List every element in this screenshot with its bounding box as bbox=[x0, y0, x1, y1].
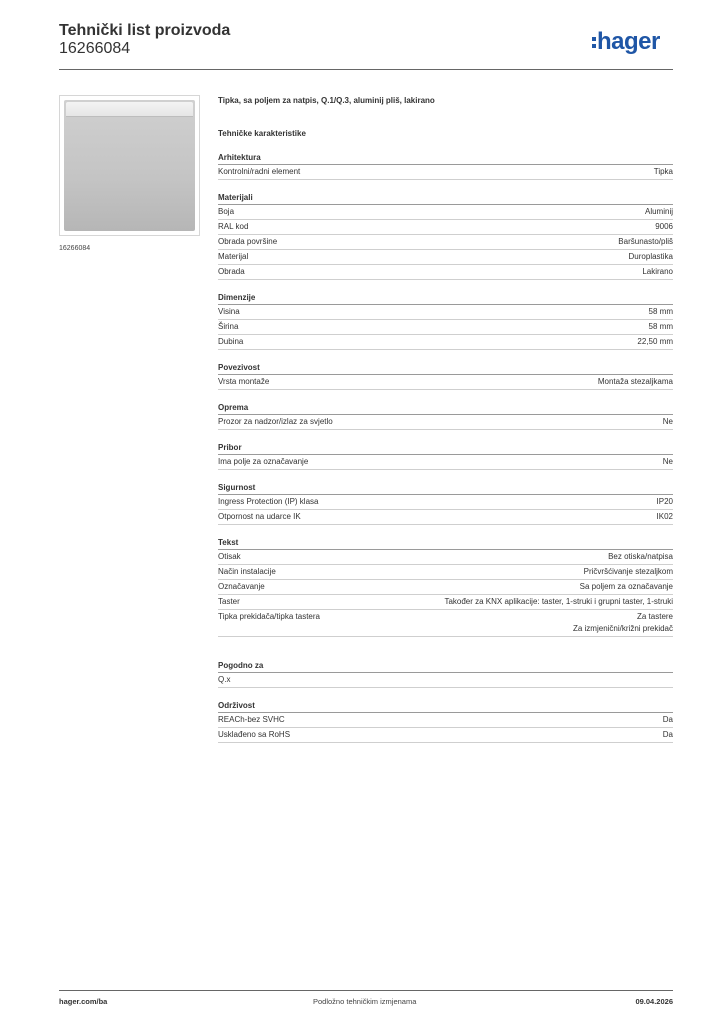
push-button-plate-icon bbox=[64, 100, 195, 231]
spec-value-line: Za tastere bbox=[636, 612, 673, 621]
spec-value bbox=[657, 511, 673, 523]
product-image bbox=[59, 95, 200, 236]
spec-label: Obrada bbox=[218, 267, 245, 276]
spec-value bbox=[655, 221, 673, 233]
product-number: 16266084 bbox=[59, 40, 131, 57]
spec-row bbox=[218, 455, 673, 470]
logo-text: hager bbox=[597, 28, 660, 55]
spec-label: Otisak bbox=[218, 552, 241, 561]
spec-value-line: IK02 bbox=[656, 512, 673, 521]
label-field bbox=[66, 102, 193, 117]
spec-value-line: Tipka bbox=[653, 167, 673, 176]
group-title: Materijali bbox=[218, 192, 673, 205]
spec-label: Ingress Protection (IP) klasa bbox=[218, 497, 319, 506]
spec-value-line: 58 mm bbox=[648, 307, 673, 316]
spec-row bbox=[218, 673, 673, 688]
spec-value-line: Duroplastika bbox=[628, 252, 673, 261]
spec-label: Visina bbox=[218, 307, 240, 316]
spec-value bbox=[598, 376, 673, 388]
spec-label: Ima polje za označavanje bbox=[218, 457, 309, 466]
spec-label: REACh-bez SVHC bbox=[218, 715, 285, 724]
spec-value-line: Također za KNX aplikacije: taster, 1-struki i grupni taster, 1-struki bbox=[444, 597, 673, 606]
spec-label: Dubina bbox=[218, 337, 244, 346]
footer-divider bbox=[59, 990, 673, 991]
spec-row bbox=[218, 235, 673, 250]
spec-row bbox=[218, 713, 673, 728]
spec-row bbox=[218, 265, 673, 280]
spec-row bbox=[218, 320, 673, 335]
image-caption: 16266084 bbox=[59, 245, 91, 252]
spec-row bbox=[218, 415, 673, 430]
spec-value-line: Da bbox=[662, 715, 673, 724]
spec-label: Vrsta montaže bbox=[218, 377, 270, 386]
spec-value-line: Aluminij bbox=[644, 207, 673, 216]
spec-row bbox=[218, 220, 673, 235]
spec-row bbox=[218, 580, 673, 595]
spec-label: Širina bbox=[218, 322, 239, 331]
group-title: Arhitektura bbox=[218, 152, 673, 165]
spec-value-line: Da bbox=[662, 730, 673, 739]
spec-group bbox=[218, 192, 673, 280]
spec-row bbox=[218, 595, 673, 610]
spec-value bbox=[649, 321, 673, 333]
group-title: Tekst bbox=[218, 537, 673, 550]
spec-label: Usklađeno sa RoHS bbox=[218, 730, 291, 739]
spec-group bbox=[218, 537, 673, 637]
spec-row bbox=[218, 565, 673, 580]
footer-website: hager.com/ba bbox=[59, 997, 108, 1006]
spec-value bbox=[573, 611, 673, 635]
spec-label: Način instalacije bbox=[218, 567, 276, 576]
spec-label: Kontrolni/radni element bbox=[218, 167, 301, 176]
spec-value-line: Lakirano bbox=[642, 267, 673, 276]
spec-label: Tipka prekidača/tipka tastera bbox=[218, 612, 320, 621]
spec-row bbox=[218, 335, 673, 350]
group-title: Povezivost bbox=[218, 362, 673, 375]
group-title: Sigurnost bbox=[218, 482, 673, 495]
spec-value-line: Pričvršćivanje stezaljkom bbox=[583, 567, 673, 576]
group-title: Održivost bbox=[218, 700, 673, 713]
spec-value-line: Za izmjenični/križni prekidač bbox=[572, 624, 673, 633]
spec-value-line: Ne bbox=[662, 457, 673, 466]
spec-row bbox=[218, 305, 673, 320]
spec-value-line: IP20 bbox=[656, 497, 673, 506]
group-title: Pogodno za bbox=[218, 660, 673, 673]
spec-content bbox=[218, 95, 673, 743]
spec-row bbox=[218, 165, 673, 180]
spec-value bbox=[637, 336, 673, 348]
spec-group bbox=[218, 152, 673, 180]
spec-value bbox=[663, 729, 673, 741]
spec-row bbox=[218, 510, 673, 525]
group-title: Dimenzije bbox=[218, 292, 673, 305]
spec-value bbox=[629, 251, 673, 263]
spec-label: Obrada površine bbox=[218, 237, 278, 246]
spec-value bbox=[663, 416, 673, 428]
group-title: Pribor bbox=[218, 442, 673, 455]
spec-row bbox=[218, 550, 673, 565]
spec-value bbox=[663, 456, 673, 468]
document-title: Tehnički list proizvoda bbox=[59, 22, 231, 39]
spec-label: Taster bbox=[218, 597, 240, 606]
spec-value-line: Montaža stezaljkama bbox=[597, 377, 673, 386]
spec-groups bbox=[218, 152, 673, 743]
group-title: Oprema bbox=[218, 402, 673, 415]
spec-label: RAL kod bbox=[218, 222, 249, 231]
spec-value bbox=[649, 306, 673, 318]
spec-value bbox=[444, 596, 673, 608]
footer-date: 09.04.2026 bbox=[635, 997, 673, 1006]
spec-value-line: Baršunasto/pliš bbox=[618, 237, 673, 246]
spec-group bbox=[218, 442, 673, 470]
spec-group bbox=[218, 700, 673, 743]
hager-dots-icon bbox=[592, 35, 596, 49]
spec-label: Boja bbox=[218, 207, 235, 216]
spec-value bbox=[642, 266, 673, 278]
spec-value-line: Sa poljem za označavanje bbox=[579, 582, 673, 591]
spec-value-line: Ne bbox=[662, 417, 673, 426]
spec-label: Označavanje bbox=[218, 582, 265, 591]
product-description: Tipka, sa poljem za natpis, Q.1/Q.3, aluminij pliš, lakirano bbox=[218, 96, 435, 105]
hager-logo bbox=[592, 28, 660, 56]
spec-group bbox=[218, 660, 673, 688]
spec-row bbox=[218, 610, 673, 637]
spec-label: Materijal bbox=[218, 252, 249, 261]
section-heading: Tehničke karakteristike bbox=[218, 129, 306, 138]
spec-value-line: 58 mm bbox=[648, 322, 673, 331]
spec-row bbox=[218, 250, 673, 265]
spec-value bbox=[584, 566, 673, 578]
spec-value-line: Bez otiska/natpisa bbox=[608, 552, 673, 561]
spec-group bbox=[218, 402, 673, 430]
header-divider bbox=[59, 69, 673, 70]
footer-note: Podložno tehničkim izmjenama bbox=[313, 997, 417, 1006]
spec-value bbox=[608, 551, 673, 563]
spec-value-line: 22,50 mm bbox=[637, 337, 673, 346]
spec-value bbox=[645, 206, 673, 218]
spec-group bbox=[218, 362, 673, 390]
spec-label: Prozor za nadzor/izlaz za svjetlo bbox=[218, 417, 333, 426]
spec-label: Q.x bbox=[218, 675, 231, 684]
spec-value bbox=[580, 581, 673, 593]
spec-row bbox=[218, 728, 673, 743]
spec-label: Otpornost na udarce IK bbox=[218, 512, 301, 521]
spec-value bbox=[654, 166, 673, 178]
spec-value-line: 9006 bbox=[655, 222, 673, 231]
spec-group bbox=[218, 482, 673, 525]
spec-row bbox=[218, 205, 673, 220]
spec-value bbox=[663, 714, 673, 726]
spec-value bbox=[657, 496, 673, 508]
spec-row bbox=[218, 375, 673, 390]
spec-row bbox=[218, 495, 673, 510]
spec-value bbox=[618, 236, 673, 248]
spec-group bbox=[218, 292, 673, 350]
